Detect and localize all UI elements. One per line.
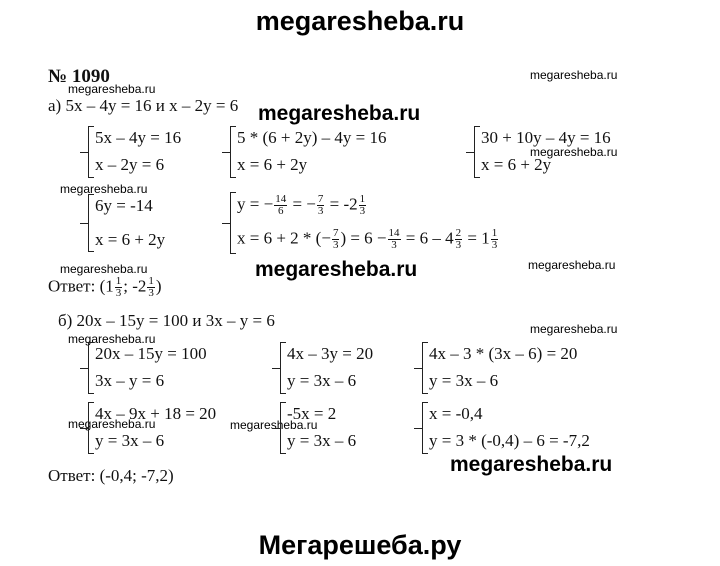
watermark: megaresheba.ru bbox=[60, 262, 148, 276]
watermark: megaresheba.ru bbox=[255, 258, 418, 281]
watermark: megaresheba.ru bbox=[258, 102, 421, 125]
equation: y = 3x – 6 bbox=[429, 371, 499, 390]
fraction: $\frac{2}{3}$ bbox=[455, 227, 462, 251]
fraction: $\frac{14}{6}$ bbox=[275, 193, 287, 217]
equation: 30 + 10y – 4y = 16 bbox=[481, 128, 611, 147]
fraction: $\frac{7}{3}$ bbox=[332, 227, 339, 251]
equation: 3x – y = 6 bbox=[95, 371, 165, 390]
equation: 4x – 9x + 18 = 20 bbox=[95, 404, 217, 423]
equation-y: y = − $\frac{14}{6}$ = − $\frac{7}{3}$ = -2 $\frac{1}{3}$ bbox=[237, 193, 366, 217]
watermark: megaresheba.ru bbox=[68, 417, 156, 431]
watermark: megaresheba.ru bbox=[68, 332, 156, 346]
fraction: $\frac{1}{3}$ bbox=[115, 275, 122, 299]
answer-a: Ответ: (1 $\frac{1}{3}$ ; -2 $\frac{1}{3}$ ) bbox=[48, 275, 162, 299]
equation: x = -0,4 bbox=[429, 404, 483, 423]
equation: 5x – 4y = 16 bbox=[95, 128, 182, 147]
equation: x = 6 + 2y bbox=[481, 155, 552, 174]
fraction: $\frac{14}{3}$ bbox=[388, 227, 400, 251]
system-a1 bbox=[88, 126, 182, 178]
equation: 4x – 3 * (3x – 6) = 20 bbox=[429, 344, 578, 363]
equation: y = 3 * (-0,4) – 6 = -7,2 bbox=[429, 431, 590, 450]
equation: 20x – 15y = 100 bbox=[95, 344, 207, 363]
equation: 4x – 3y = 20 bbox=[287, 344, 374, 363]
watermark: megaresheba.ru bbox=[68, 82, 156, 96]
equation: 6y = -14 bbox=[95, 196, 153, 215]
watermark: megaresheba.ru bbox=[530, 145, 618, 159]
equation: y = 3x – 6 bbox=[287, 371, 357, 390]
watermark: megaresheba.ru bbox=[528, 258, 616, 272]
equation: x = 6 + 2y bbox=[95, 230, 166, 249]
equation: 5 * (6 + 2y) – 4y = 16 bbox=[237, 128, 387, 147]
system-a4 bbox=[88, 194, 166, 252]
system-b1 bbox=[88, 342, 207, 394]
watermark: megaresheba.ru bbox=[450, 453, 613, 476]
system-b2 bbox=[280, 342, 374, 394]
equation: x – 2y = 6 bbox=[95, 155, 165, 174]
system-b3 bbox=[422, 342, 578, 394]
watermark: megaresheba.ru bbox=[230, 418, 318, 432]
system-a2 bbox=[230, 126, 387, 178]
site-title-bottom: Мегарешеба.ру bbox=[258, 530, 462, 560]
equation: y = 3x – 6 bbox=[95, 431, 165, 450]
fraction: $\frac{1}{3}$ bbox=[491, 227, 498, 251]
fraction: $\frac{7}{3}$ bbox=[317, 193, 324, 217]
part-b-header: б) 20x – 15y = 100 и 3x – y = 6 bbox=[58, 311, 275, 330]
watermark: megaresheba.ru bbox=[530, 68, 618, 82]
part-a-header: а) 5x – 4y = 16 и x – 2y = 6 bbox=[48, 96, 239, 115]
site-title-top: megaresheba.ru bbox=[255, 6, 465, 36]
system-b5 bbox=[280, 402, 357, 454]
task-number: № 1090 bbox=[48, 66, 110, 87]
equation: y = 3x – 6 bbox=[287, 431, 357, 450]
equation: x = 6 + 2y bbox=[237, 155, 308, 174]
watermark: megaresheba.ru bbox=[530, 322, 618, 336]
watermark: megaresheba.ru bbox=[60, 182, 148, 196]
fraction: $\frac{1}{3}$ bbox=[148, 275, 154, 299]
fraction: $\frac{1}{3}$ bbox=[359, 193, 366, 217]
system-a5 bbox=[230, 192, 498, 254]
system-b6 bbox=[422, 402, 590, 454]
equation: -5x = 2 bbox=[287, 404, 337, 423]
answer-b: Ответ: (-0,4; -7,2) bbox=[48, 466, 174, 485]
equation-x: x = 6 + 2 * (− $\frac{7}{3}$ ) = 6 − $\frac{14}{3}$ = 6 – 4 $\frac{2}{3}$ = 1 $\frac{1}{3}$ bbox=[237, 227, 498, 251]
